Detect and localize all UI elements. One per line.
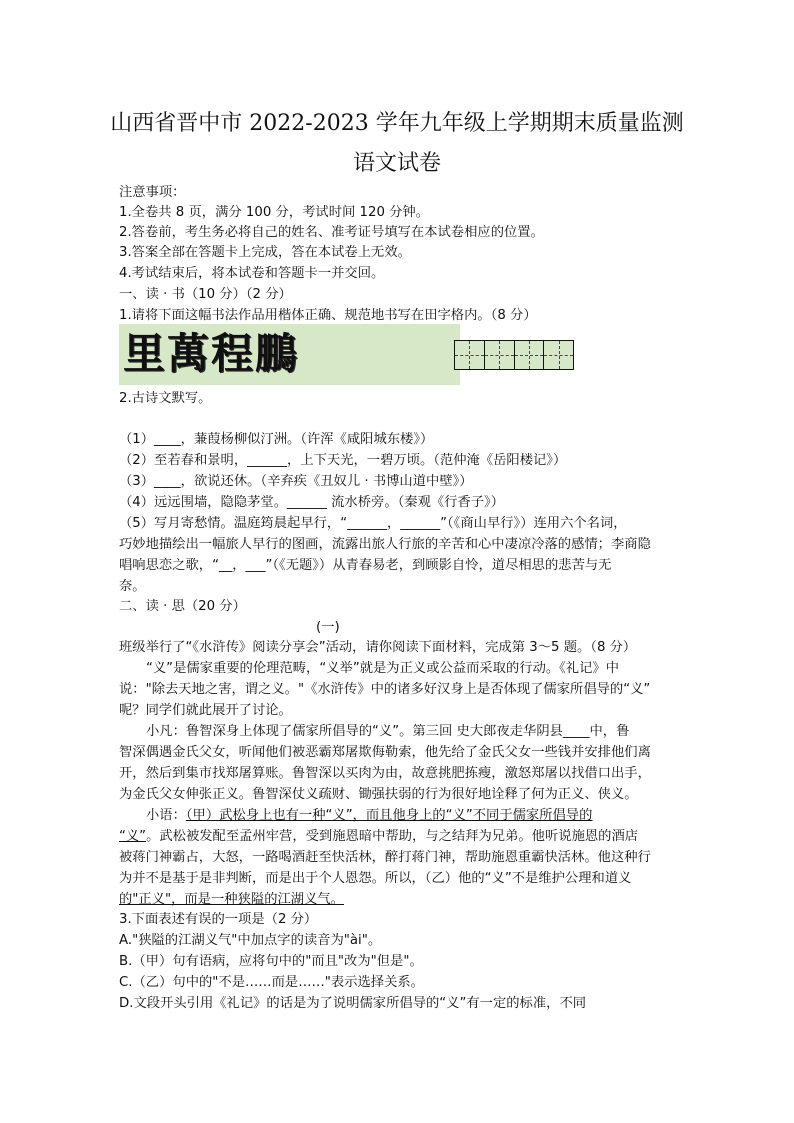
part-label: (一) xyxy=(316,620,340,635)
speaker-label: 小语： xyxy=(146,808,186,823)
option-d: D.文段开头引用《礼记》的话是为了说明儒家所倡导的“义”有一定的标准，不同 xyxy=(119,996,587,1011)
grid-cell xyxy=(543,340,574,370)
passage-line: 开，然后到集市找郑屠算账。鲁智深以买肉为由，故意挑肥拣瘦，激怒郑屠以找借口出手， xyxy=(119,766,651,781)
passage-line: 为金氏父女伸张正义。鲁智深仗义疏财、锄强扶弱的行为很好地诠释了何为正义、侠义。 xyxy=(119,787,638,802)
tianzige-grid xyxy=(454,340,574,370)
passage-line xyxy=(119,828,638,846)
underlined-sentence: （甲）武松身上也有一种“义”，而且他身上的“义”不同于儒家所倡导的 xyxy=(185,808,593,823)
poem-line: （3）____，欲说还休。（辛弃疾《丑奴儿 · 书博山道中壁》） xyxy=(119,474,473,489)
grid-cell xyxy=(514,340,544,370)
option-b: B.（甲）句有语病，应将句中的"而且"改为"但是"。 xyxy=(119,954,423,969)
grid-cell xyxy=(454,340,484,370)
section2-heading: 二、读 · 思（20 分） xyxy=(119,599,246,614)
notes-heading: 注意事项： xyxy=(119,185,186,200)
passage-line: 的"正义"，而是一种狭隘的江湖义气。 xyxy=(119,892,344,907)
poem-line: （2）至若春和景明，______，上下天光，一碧万顷。（范仲淹《岳阳楼记》） xyxy=(119,453,567,468)
question-3: 3.下面表述有误的一项是（2 分） xyxy=(119,912,318,927)
passage-line: “义”是儒家重要的伦理范畴，“义举”就是为正义或公益而采取的行动。《礼记》中 xyxy=(146,661,619,676)
poem-line: （5）写月寄愁情。温庭筠晨起早行，“______，______”（《商山早行》）连用六个名词， xyxy=(119,516,627,531)
question-1: 1.请将下面这幅书法作品用楷体正确、规范地书写在田字格内。（8 分） xyxy=(119,308,537,323)
passage-text: 。武松被发配至孟州牢营，受到施恩暗中帮助，与之结拜为兄弟。他听说施恩的酒店 xyxy=(146,829,639,844)
calligraphy-image xyxy=(119,324,460,385)
option-a: A."狭隘的江湖义气"中加点字的读音为"ài"。 xyxy=(119,933,382,948)
passage-line: 智深偶遇金氏父女，听闻他们被恶霸郑屠欺侮勒索，他先给了金氏父女一些钱并安排他们离 xyxy=(119,745,651,760)
underlined-sentence: “义” xyxy=(119,829,147,844)
poem-line: （1）____，蒹葭杨柳似汀洲。（许浑《咸阳城东楼》） xyxy=(119,432,434,447)
passage-line: 小凡：鲁智深身上体现了儒家所倡导的“义”。第三回 史大郎夜走华阴县____中，鲁 xyxy=(146,724,630,739)
grid-cell xyxy=(484,340,514,370)
passage-line: 说："除去天地之害，谓之义。"《水浒传》中的诸多好汉身上是否体现了儒家所倡导的“义” xyxy=(119,682,651,697)
exam-subtitle: 语文试卷 xyxy=(352,151,441,176)
note-line: 3.答案全部在答题卡上完成，答在本试卷上无效。 xyxy=(119,245,411,260)
note-line: 1.全卷共 8 页，满分 100 分，考试时间 120 分钟。 xyxy=(119,205,430,220)
calligraphy-text: 里萬程鵬 xyxy=(123,329,300,378)
passage-line: 为并不是基于是非判断，而是出于个人恩怨。所以，（乙）他的“义”不是维护公理和道义 xyxy=(119,871,632,886)
passage-line: 被蒋门神霸占，大怒，一路喝酒赶至快活林，醉打蒋门神，帮助施恩重霸快活林。他这种行 xyxy=(119,850,651,865)
poem-line: 巧妙地描绘出一幅旅人早行的图画，流露出旅人行旅的辛苦和心中凄凉冷落的感情；李商隐 xyxy=(119,537,651,552)
exam-title: 山西省晋中市 2022-2023 学年九年级上学期期末质量监测 xyxy=(110,111,684,136)
note-line: 4.考试结束后，将本试卷和答题卡一并交回。 xyxy=(119,266,385,281)
note-line: 2.答卷前，考生务必将自己的姓名、准考证号填写在本试卷相应的位置。 xyxy=(119,225,544,240)
poem-line: （4）远远围墙，隐隐茅堂。______ 流水桥旁。（秦观《行香子》） xyxy=(119,495,504,510)
poem-line: 唱响思恋之歌，“__，___”（《无题》）从青春易老，到顾影自怜，道尽相思的悲苦与无 xyxy=(119,558,612,573)
option-c: C.（乙）句中的"不是……而是……"表示选择关系。 xyxy=(119,975,424,990)
question-2: 2.古诗文默写。 xyxy=(119,391,212,406)
section1-heading: 一、读 · 书（10 分）（2 分） xyxy=(119,287,292,302)
poem-line: 奈。 xyxy=(119,579,146,594)
passage-line xyxy=(146,807,592,825)
passage-line: 呢？同学们就此展开了讨论。 xyxy=(119,703,292,718)
intro-line: 班级举行了“《水浒传》阅读分享会”活动，请你阅读下面材料，完成第 3～5 题。（8 分） xyxy=(119,640,637,655)
